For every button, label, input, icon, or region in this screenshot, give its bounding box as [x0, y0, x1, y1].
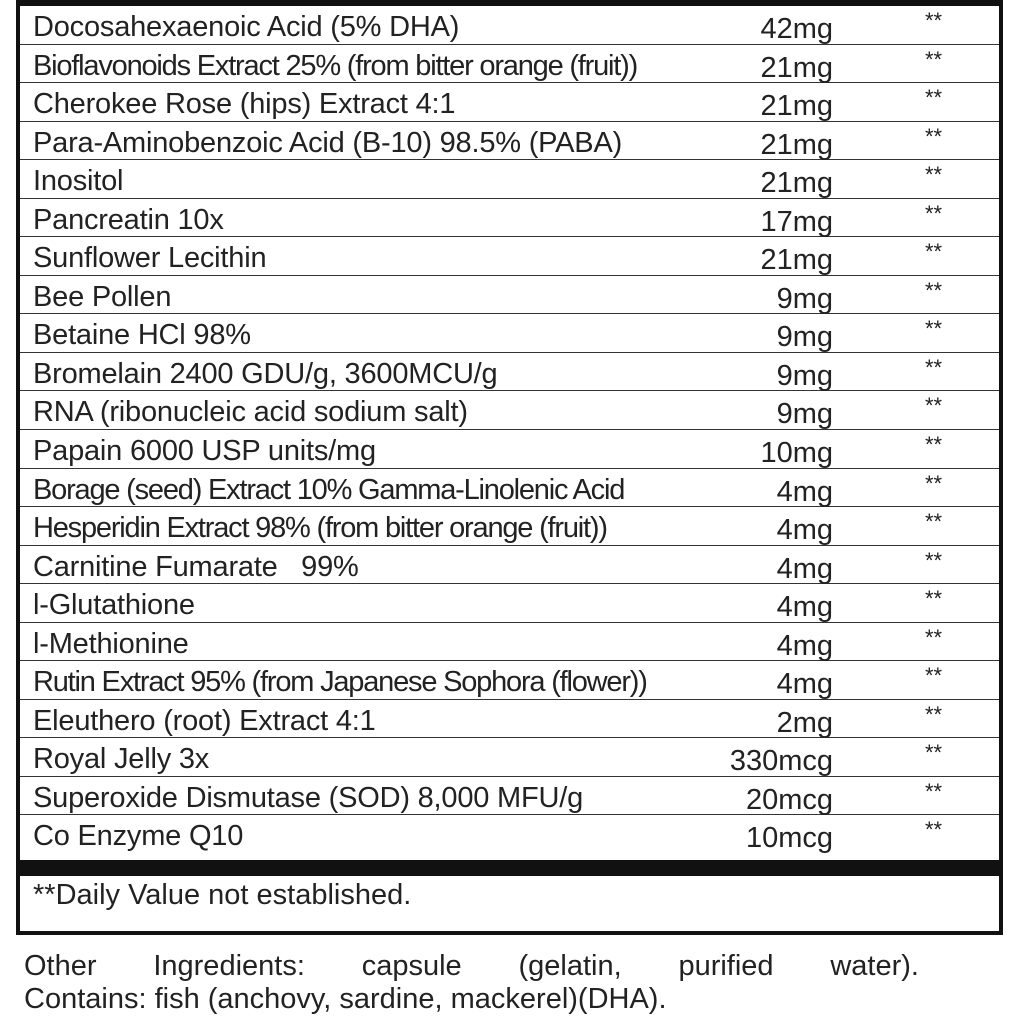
ingredient-amount: 4mg — [776, 629, 833, 662]
table-row — [20, 6, 999, 45]
ingredient-name: Bee Pollen — [33, 280, 172, 313]
ingredient-name: Bioflavonoids Extract 25% (from bitter orange (fruit)) — [33, 49, 638, 82]
ingredient-amount: 4mg — [776, 591, 833, 624]
daily-value: ** — [925, 200, 943, 226]
other-ingredients — [24, 950, 919, 1016]
ingredient-name: Carnitine Fumarate 99% — [33, 550, 359, 583]
table-row — [20, 469, 999, 508]
table-row — [20, 45, 999, 84]
table-row — [20, 661, 999, 700]
ingredient-name: Bromelain 2400 GDU/g, 3600MCU/g — [33, 357, 498, 390]
ingredient-amount: 10mcg — [745, 822, 833, 855]
ingredient-amount: 20mcg — [745, 783, 833, 816]
daily-value: ** — [925, 8, 943, 33]
ingredient-name: Co Enzyme Q10 — [33, 820, 244, 853]
daily-value: ** — [925, 239, 943, 265]
daily-value: ** — [925, 740, 943, 766]
ingredient-table — [20, 6, 999, 854]
ingredient-name: Cherokee Rose (hips) Extract 4:1 — [33, 88, 456, 121]
ingredient-name: Borage (seed) Extract 10% Gamma-Linolenic Acid — [33, 473, 625, 506]
ingredient-amount: 9mg — [776, 359, 833, 392]
ingredient-amount: 17mg — [760, 205, 833, 238]
table-row — [20, 777, 999, 816]
daily-value: ** — [925, 85, 943, 111]
ingredient-name: Pancreatin 10x — [33, 203, 224, 236]
ingredient-amount: 10mg — [760, 437, 833, 470]
ingredient-amount: 21mg — [760, 128, 833, 161]
table-row — [20, 160, 999, 199]
ingredient-amount: 4mg — [776, 552, 833, 585]
ingredient-name: Papain 6000 USP units/mg — [33, 435, 376, 468]
table-row — [20, 199, 999, 238]
ingredient-name: Royal Jelly 3x — [33, 743, 210, 776]
ingredient-amount: 21mg — [760, 90, 833, 123]
daily-value: ** — [925, 663, 943, 689]
ingredient-name: RNA (ribonucleic acid sodium salt) — [33, 396, 468, 429]
daily-value: ** — [925, 509, 943, 535]
ingredient-amount: 4mg — [776, 514, 833, 547]
ingredient-amount: 42mg — [760, 13, 833, 45]
table-row — [20, 700, 999, 739]
daily-value: ** — [925, 470, 943, 496]
table-row — [20, 584, 999, 623]
table-row — [20, 738, 999, 777]
table-row — [20, 122, 999, 161]
daily-value: ** — [925, 123, 943, 149]
daily-value: ** — [925, 778, 943, 804]
supplement-facts-panel — [16, 0, 1003, 935]
allergen-statement: Contains: fish (anchovy, sardine, mackerel)(DHA). — [24, 983, 667, 1015]
table-row — [20, 83, 999, 122]
daily-value: ** — [925, 817, 943, 843]
ingredient-amount: 4mg — [776, 475, 833, 508]
ingredient-amount: 330mcg — [729, 745, 833, 778]
daily-value: ** — [925, 46, 943, 72]
daily-value: ** — [925, 432, 943, 458]
table-row — [20, 353, 999, 392]
daily-value: ** — [925, 393, 943, 419]
ingredient-amount: 9mg — [776, 398, 833, 431]
ingredient-name: Eleuthero (root) Extract 4:1 — [33, 704, 376, 737]
daily-value: ** — [925, 277, 943, 303]
ingredient-name: Inositol — [33, 165, 124, 198]
ingredient-amount: 9mg — [776, 282, 833, 315]
ingredient-name: Docosahexaenoic Acid (5% DHA) — [33, 11, 460, 43]
daily-value-footnote: **Daily Value not established. — [33, 879, 412, 911]
ingredient-name: Betaine HCl 98% — [33, 319, 251, 352]
ingredient-name: Superoxide Dismutase (SOD) 8,000 MFU/g — [33, 781, 584, 814]
table-row — [20, 546, 999, 585]
table-row — [20, 237, 999, 276]
table-row — [20, 391, 999, 430]
table-row — [20, 314, 999, 353]
ingredient-amount: 21mg — [760, 51, 833, 84]
ingredient-name: l-Glutathione — [33, 589, 195, 622]
bottom-divider-bar — [20, 860, 999, 876]
ingredient-amount: 4mg — [776, 668, 833, 701]
ingredient-name: Hesperidin Extract 98% (from bitter orange (fruit)) — [33, 512, 607, 545]
ingredient-name: Sunflower Lecithin — [33, 242, 267, 275]
daily-value: ** — [925, 316, 943, 342]
ingredient-amount: 2mg — [776, 706, 833, 739]
ingredient-name: l-Methionine — [33, 627, 189, 660]
ingredient-name: Rutin Extract 95% (from Japanese Sophora (flower)) — [33, 666, 647, 699]
other-ingredients-line: Other Ingredients: capsule (gelatin, purified water). — [24, 950, 919, 982]
daily-value: ** — [925, 586, 943, 612]
table-row — [20, 623, 999, 662]
daily-value: ** — [925, 701, 943, 727]
daily-value: ** — [925, 547, 943, 573]
ingredient-amount: 9mg — [776, 321, 833, 354]
daily-value: ** — [925, 624, 943, 650]
table-row — [20, 430, 999, 469]
daily-value: ** — [925, 162, 943, 188]
ingredient-amount: 21mg — [760, 244, 833, 277]
table-row — [20, 507, 999, 546]
table-row — [20, 815, 999, 854]
ingredient-name: Para-Aminobenzoic Acid (B-10) 98.5% (PABA) — [33, 126, 623, 159]
daily-value: ** — [925, 354, 943, 380]
table-row — [20, 276, 999, 315]
ingredient-amount: 21mg — [760, 167, 833, 200]
